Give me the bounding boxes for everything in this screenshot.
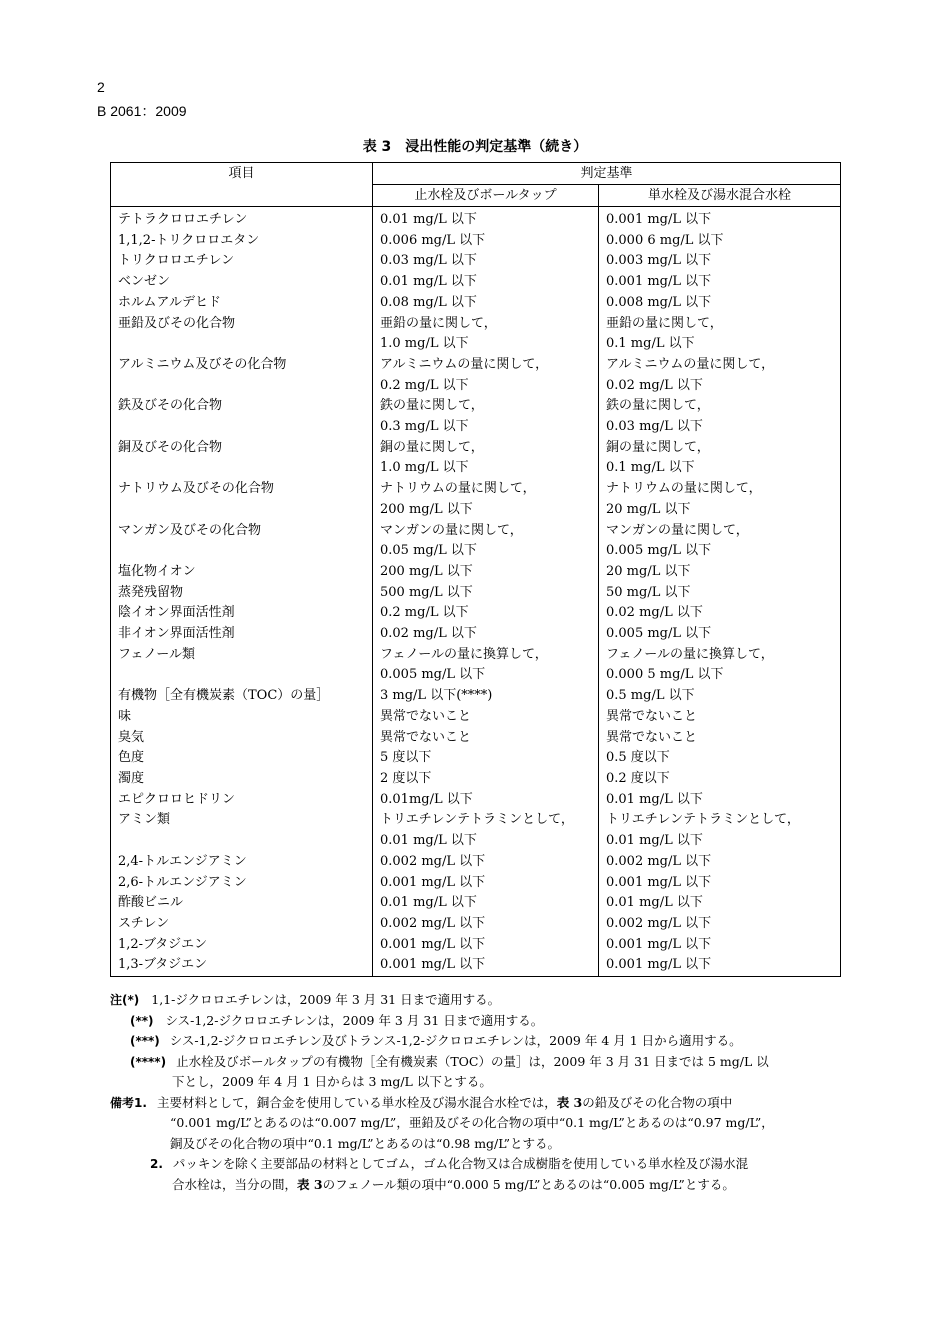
criteria-table [110,162,841,977]
row-item: ベンゼン [111,272,373,293]
header-criteria: 判定基準 [373,163,841,185]
note-heading: 注 [110,993,123,1007]
row-item: 2,6-トルエンジアミン [111,873,373,894]
row-value-stop-valve: 0.002 mg/L 以下 [373,914,599,935]
page-number: 2 [97,79,105,95]
row-value-stop-valve: 鉄の量に関して， 0.3 mg/L 以下 [373,396,599,437]
remarks-heading: 備考 [110,1095,135,1110]
row-item: アミン類 [111,810,373,851]
table-row [111,810,841,851]
row-value-faucet: マンガンの量に関して， 0.005 mg/L 以下 [599,521,841,562]
row-value-faucet: 0.008 mg/L 以下 [599,293,841,314]
row-value-faucet: 鉄の量に関して， 0.03 mg/L 以下 [599,396,841,437]
table-row [111,583,841,604]
table-row [111,396,841,437]
note-4-continued: 下とし，2009 年 4 月 1 日からは 3 mg/L 以下とする。 [172,1074,492,1089]
row-value-faucet: トリエチレンテトラミンとして， 0.01 mg/L 以下 [599,810,841,851]
table-row [111,562,841,583]
table-row [111,479,841,520]
remark-1-line-3: 銅及びその化合物の項中“0.1 mg/L”とあるのは“0.98 mg/L”とする。 [170,1135,560,1151]
table-row [111,769,841,790]
table-row [111,293,841,314]
row-item: 臭気 [111,728,373,749]
remark-1-line-1: 主要材料として，銅合金を使用している単水栓及び湯水混合水栓では，表 3の鉛及びその化合物の項中 [156,1094,733,1110]
row-value-faucet: 0.003 mg/L 以下 [599,251,841,272]
row-item: 濁度 [111,769,373,790]
row-value-stop-valve: 異常でないこと [373,728,599,749]
row-item: 2,4-トルエンジアミン [111,852,373,873]
row-item: フェノール類 [111,645,373,686]
row-value-stop-valve: 2 度以下 [373,769,599,790]
row-item: テトラクロロエチレン [111,207,373,231]
row-value-stop-valve: フェノールの量に換算して， 0.005 mg/L 以下 [373,645,599,686]
row-value-stop-valve: 500 mg/L 以下 [373,583,599,604]
row-value-stop-valve: マンガンの量に関して， 0.05 mg/L 以下 [373,521,599,562]
note-3-label: (***) [130,1034,160,1048]
remark-1 [110,1093,840,1114]
table-row [111,935,841,956]
header-col-faucet: 単水栓及び湯水混合水栓 [599,185,841,207]
remark-1-line-2: “0.001 mg/L”とあるのは“0.007 mg/L”，亜鉛及びその化合物の項中“0.1 mg/L”とあるのは“0.97 mg/L”， [170,1115,774,1130]
row-item: ナトリウム及びその化合物 [111,479,373,520]
table-row [111,272,841,293]
row-value-stop-valve: 異常でないこと [373,707,599,728]
notes-section [110,990,840,1195]
row-value-faucet: フェノールの量に換算して， 0.000 5 mg/L 以下 [599,645,841,686]
table-row [111,707,841,728]
table-row [111,790,841,811]
row-item: エピクロロヒドリン [111,790,373,811]
row-value-stop-valve: 0.01 mg/L 以下 [373,207,599,231]
table-row [111,852,841,873]
row-value-stop-valve: 0.001 mg/L 以下 [373,955,599,976]
row-item: 1,2-ブタジエン [111,935,373,956]
row-value-faucet: 0.005 mg/L 以下 [599,624,841,645]
row-item: 亜鉛及びその化合物 [111,314,373,355]
row-value-stop-valve: 200 mg/L 以下 [373,562,599,583]
row-value-stop-valve: 0.2 mg/L 以下 [373,603,599,624]
row-value-faucet: 異常でないこと [599,728,841,749]
note-4-label: (****) [130,1054,167,1069]
row-value-faucet: 0.001 mg/L 以下 [599,272,841,293]
table-body [111,207,841,977]
table-row [111,686,841,707]
row-value-stop-valve: ナトリウムの量に関して， 200 mg/L 以下 [373,479,599,520]
row-value-faucet: 20 mg/L 以下 [599,562,841,583]
note-2-text: シス-1,2-ジクロロエチレンは，2009 年 3 月 31 日まで適用する。 [165,1012,544,1028]
table-ref: 表 3 [556,1094,583,1110]
remark-2 [110,1154,840,1175]
table-row [111,873,841,894]
row-item: アルミニウム及びその化合物 [111,355,373,396]
row-value-faucet: 0.01 mg/L 以下 [599,893,841,914]
table-row [111,231,841,252]
row-item: 1,1,2-トリクロロエタン [111,231,373,252]
row-value-stop-valve: 銅の量に関して， 1.0 mg/L 以下 [373,438,599,479]
header-item: 項目 [111,163,373,207]
table-ref: 表 3 [297,1176,323,1192]
row-value-stop-valve: 0.01 mg/L 以下 [373,893,599,914]
row-item: 有機物［全有機炭素（TOC）の量］ [111,686,373,707]
row-value-faucet: 0.5 度以下 [599,748,841,769]
table-row [111,748,841,769]
table-row [111,521,841,562]
note-1 [110,990,840,1011]
row-item: スチレン [111,914,373,935]
note-2-label: (**) [130,1013,154,1028]
row-value-stop-valve: 5 度以下 [373,748,599,769]
row-value-faucet: 0.5 mg/L 以下 [599,686,841,707]
standard-code: B 2061：2009 [97,103,187,119]
table-row [111,207,841,231]
row-item: 塩化物イオン [111,562,373,583]
row-value-faucet: 0.002 mg/L 以下 [599,852,841,873]
row-value-faucet: 0.02 mg/L 以下 [599,603,841,624]
row-value-stop-valve: アルミニウムの量に関して， 0.2 mg/L 以下 [373,355,599,396]
note-4 [110,1052,840,1073]
remark-2-line-2: 合水栓は，当分の間，表 3のフェノール類の項中“0.000 5 mg/L”とあるのは“0.005 mg/L”とする。 [172,1176,735,1192]
row-value-faucet: 0.001 mg/L 以下 [599,955,841,976]
remark-2-number: 2. [150,1157,163,1171]
row-value-faucet: 0.002 mg/L 以下 [599,914,841,935]
table-row [111,624,841,645]
row-item: トリクロロエチレン [111,251,373,272]
row-item: 陰イオン界面活性剤 [111,603,373,624]
note-1-text: 1,1-ジクロロエチレンは，2009 年 3 月 31 日まで適用する。 [151,992,501,1007]
row-item: 銅及びその化合物 [111,438,373,479]
row-value-stop-valve: 0.02 mg/L 以下 [373,624,599,645]
table-row [111,438,841,479]
row-value-faucet: ナトリウムの量に関して， 20 mg/L 以下 [599,479,841,520]
row-value-stop-valve: 0.002 mg/L 以下 [373,852,599,873]
row-value-stop-valve: 亜鉛の量に関して， 1.0 mg/L 以下 [373,314,599,355]
note-4-text: 止水栓及びボールタップの有機物［全有機炭素（TOC）の量］は，2009 年 3 月 31 日までは 5 mg/L 以 [176,1053,769,1069]
table-row [111,955,841,976]
table-row [111,893,841,914]
note-3-text: シス-1,2-ジクロロエチレン及びトランス-1,2-ジクロロエチレンは，2009 年 4 月 1 日から適用する。 [169,1033,742,1048]
row-value-faucet: 異常でないこと [599,707,841,728]
row-value-stop-valve: 0.001 mg/L 以下 [373,935,599,956]
row-value-stop-valve: 0.001 mg/L 以下 [373,873,599,894]
note-3 [110,1031,840,1052]
table-caption: 表 3 浸出性能の判定基準（続き） [362,139,588,155]
row-item: 鉄及びその化合物 [111,396,373,437]
row-item: 酢酸ビニル [111,893,373,914]
row-value-stop-valve: 3 mg/L 以下(****) [373,686,599,707]
row-value-stop-valve: トリエチレンテトラミンとして， 0.01 mg/L 以下 [373,810,599,851]
table-row [111,728,841,749]
row-value-faucet: アルミニウムの量に関して， 0.02 mg/L 以下 [599,355,841,396]
row-value-faucet: 0.001 mg/L 以下 [599,207,841,231]
row-item: 蒸発残留物 [111,583,373,604]
row-value-faucet: 亜鉛の量に関して， 0.1 mg/L 以下 [599,314,841,355]
remark-1-number: 1. [134,1095,147,1110]
row-value-faucet: 0.2 度以下 [599,769,841,790]
table-row [111,603,841,624]
table-row [111,645,841,686]
row-value-faucet: 0.001 mg/L 以下 [599,935,841,956]
row-item: ホルムアルデヒド [111,293,373,314]
table-row [111,251,841,272]
row-value-stop-valve: 0.08 mg/L 以下 [373,293,599,314]
note-2 [110,1011,840,1032]
table-row [111,914,841,935]
row-item: マンガン及びその化合物 [111,521,373,562]
row-item: 非イオン界面活性剤 [111,624,373,645]
row-item: 味 [111,707,373,728]
row-item: 色度 [111,748,373,769]
remark-2-line-1: パッキンを除く主要部品の材料としてゴム，ゴム化合物又は合成樹脂を使用している単水栓及び湯水混 [172,1156,749,1171]
row-value-faucet: 0.01 mg/L 以下 [599,790,841,811]
note-1-label: (*) [122,993,140,1007]
table-row [111,355,841,396]
row-value-stop-valve: 0.01 mg/L 以下 [373,272,599,293]
row-value-faucet: 0.000 6 mg/L 以下 [599,231,841,252]
row-value-stop-valve: 0.006 mg/L 以下 [373,231,599,252]
row-value-faucet: 0.001 mg/L 以下 [599,873,841,894]
row-value-stop-valve: 0.03 mg/L 以下 [373,251,599,272]
table-row [111,314,841,355]
row-value-faucet: 50 mg/L 以下 [599,583,841,604]
row-value-faucet: 銅の量に関して， 0.1 mg/L 以下 [599,438,841,479]
row-value-stop-valve: 0.01mg/L 以下 [373,790,599,811]
header-col-stop-valve: 止水栓及びボールタップ [373,185,599,207]
row-item: 1,3-ブタジエン [111,955,373,976]
